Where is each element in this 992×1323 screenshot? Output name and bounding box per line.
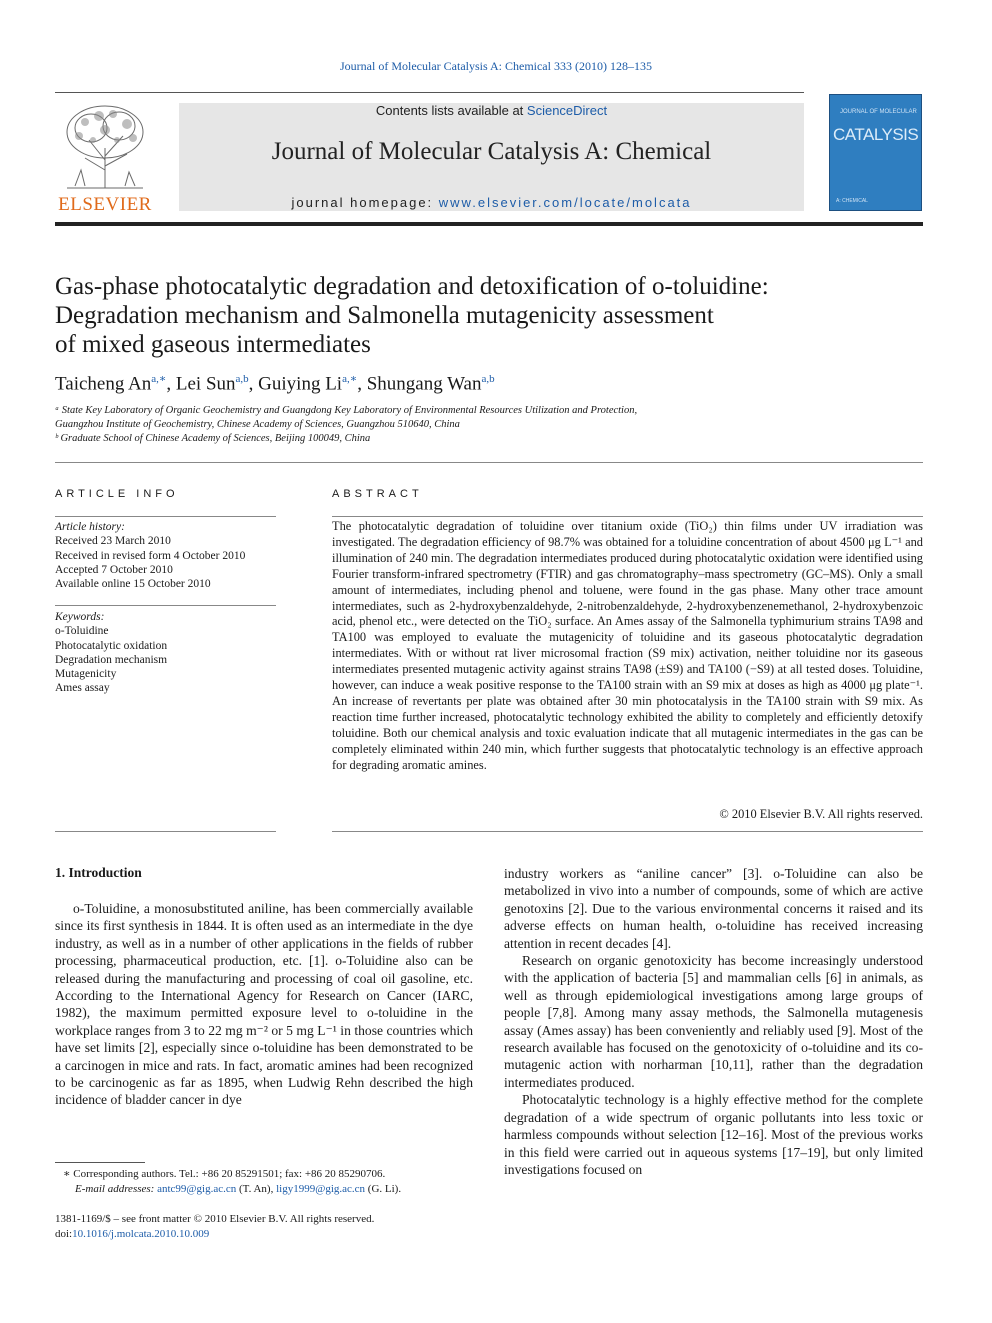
- author-list: Taicheng $An^{a,∗}$, Lei Sun$^{a,b}$, Guiying $Li^{a,∗}$, Shungang Wan$^{a,b}$: [55, 373, 495, 395]
- author-name: Shungang Wan: [366, 373, 482, 395]
- body-paragraph: Photocatalytic technology is a highly effective method for the complete degradation of a wide spectrum of organic pollutants into less toxic or harmless compounds without selection [12–16]. Most of the previous works in this field were carried out in aqueous systems [17–19], but only limited investigations focused on: [504, 1092, 923, 1177]
- history-heading: Article history:: [55, 521, 125, 533]
- abstract-top-rule: [332, 516, 923, 517]
- homepage-prefix: journal homepage:: [291, 195, 439, 210]
- keyword-item: o-Toluidine: [55, 625, 109, 638]
- author-affiliation-mark[interactable]: a,∗: [342, 373, 358, 385]
- author-name: Guiying Li: [258, 373, 343, 395]
- footnote-rule: [55, 1162, 145, 1163]
- history-item: Accepted 7 October 2010: [55, 563, 173, 576]
- contents-prefix: Contents lists available at: [375, 103, 527, 118]
- email-link-an[interactable]: antc99@gig.ac.cn: [157, 1183, 237, 1195]
- article-info-heading: ARTICLE INFO: [55, 488, 179, 500]
- affiliation-a-line-2: Guangzhou Institute of Geochemistry, Chinese Academy of Sciences, Guangzhou 510640, China: [55, 419, 460, 430]
- journal-citation[interactable]: Journal of Molecular Catalysis A: Chemical 333 (2010) 128–135: [340, 59, 652, 73]
- keywords-block: [55, 610, 276, 696]
- journal-cover-thumbnail[interactable]: [829, 94, 922, 211]
- body-left-column: [55, 900, 473, 1109]
- contents-line: [179, 103, 804, 118]
- affiliation-rule: [55, 462, 923, 463]
- journal-homepage: [179, 195, 804, 210]
- keyword-item: Ames assay: [55, 682, 110, 695]
- header-thick-rule: [55, 222, 923, 226]
- author-affiliation-mark[interactable]: a,b: [235, 373, 249, 385]
- email-owner-an: (T. An),: [236, 1183, 277, 1195]
- abstract-copyright: © 2010 Elsevier B.V. All rights reserved.: [719, 807, 923, 821]
- article-history: [55, 520, 276, 591]
- title-line-3: of mixed gaseous intermediates: [55, 331, 371, 358]
- keywords-rule: [55, 605, 276, 606]
- author-name: Lei Sun: [175, 373, 236, 395]
- history-item: Available online 15 October 2010: [55, 578, 211, 591]
- article-info-rule: [55, 516, 276, 517]
- keywords-heading: Keywords:: [55, 611, 105, 623]
- keyword-item: Mutagenicity: [55, 668, 117, 681]
- cover-catalysis-text: CATALYSIS: [833, 125, 919, 144]
- history-item: Received in revised form 4 October 2010: [55, 549, 246, 562]
- body-paragraph: Research on organic genotoxicity has become increasingly understood with the application of bacteria [5] and mammalian cells [6] in animals, as well as through epidemiological investigations among large groups of people [7,8]. Among many assay methods, the Salmonella mutagenesis assay (Ames assay) has been conveniently and reliably used [9]. Most of the research available has focused on the genotoxicity of o-toluidine and its co-mutagenic action with norharman [10,11], rather than the degradation intermediates produced.: [504, 953, 923, 1090]
- author-affiliation-mark[interactable]: a,b: [481, 373, 495, 385]
- section-heading-introduction: 1. Introduction: [55, 865, 142, 880]
- author-name: Taicheng An: [55, 373, 152, 395]
- journal-name: Journal of Molecular Catalysis A: Chemical: [271, 138, 712, 165]
- body-paragraph: o-Toluidine, a monosubstituted aniline, has been commercially available since its first synthesis in 1844. It is often used as an intermediate in the dye industry, as well as in a number of other applications in the fields of rubber processing, pharmaceutical production, etc. [1]. o-Toluidine also can be released during the manufacturing and processing of coal oil gasoline, etc. According to the International Agency for Research on Cancer (IARC, 1982), the maximum permitted exposure level to o-toluidine in the workplace ranges from 3 to 22 mg m⁻² or 5 mg L⁻¹ in those countries which have set limits [2], especially since o-toluidine has been demonstrated to be a carcinogen in mice and rats. In fact, aromatic amines had been recognized to be carcinogenic as far as 1895, when Ludwig Rehn described the high incidence of bladder cancer in dye: [55, 901, 473, 1108]
- affiliation-a-line-1: ᵃ State Key Laboratory of Organic Geochemistry and Guangdong Key Laboratory of Environmental Resources Utilization and Protection,: [55, 405, 638, 416]
- homepage-link[interactable]: www.elsevier.com/locate/molcata: [438, 195, 692, 210]
- abstract-heading: ABSTRACT: [332, 488, 423, 500]
- elsevier-wordmark: ELSEVIER: [58, 194, 152, 215]
- email-label: E-mail addresses:: [75, 1183, 158, 1195]
- header-rule: [55, 92, 804, 93]
- keyword-item: Photocatalytic oxidation: [55, 639, 168, 652]
- sciencedirect-link[interactable]: ScienceDirect: [526, 103, 608, 118]
- issn-line: 1381-1169/$ – see front matter © 2010 Elsevier B.V. All rights reserved.: [55, 1213, 375, 1225]
- email-addresses: [55, 1182, 493, 1197]
- email-owner-li: (G. Li).: [365, 1183, 402, 1195]
- article-info-bottom-rule: [55, 831, 276, 832]
- keyword-item: Degradation mechanism: [55, 653, 168, 666]
- author-affiliation-mark[interactable]: a,∗: [151, 373, 167, 385]
- body-right-column: [504, 865, 923, 1178]
- abstract-bottom-rule: [332, 831, 923, 832]
- doi-line: [55, 1227, 655, 1242]
- history-item: Received 23 March 2010: [55, 535, 171, 548]
- doi-link[interactable]: 10.1016/j.molcata.2010.10.009: [72, 1228, 210, 1240]
- doi-label: doi:: [55, 1228, 73, 1240]
- cover-sub-text: A: CHEMICAL: [836, 198, 868, 204]
- article-title: [55, 272, 915, 359]
- title-line-2: Degradation mechanism and Salmonella mutagenicity assessment: [55, 302, 714, 329]
- corresponding-author-note: ∗ Corresponding authors. Tel.: +86 20 85291501; fax: +86 20 85290706.: [63, 1168, 386, 1180]
- email-link-li[interactable]: ligy1999@gig.ac.cn: [276, 1183, 366, 1195]
- abstract-text: The photocatalytic degradation of toluidine over titanium oxide (TiO₂) thin films under UV irradiation was investigated. The degradation efficiency of 98.7% was obtained for a toluidine concentration of about 4500 μg L⁻¹ and illumination of 240 min. The degradation intermediates produced during photocatalytic oxidation were identified using Fourier transform-infrared spectrometry (FTIR) and gas chromatography–mass spectrometry (GC–MS). Only a small amount of intermediates, including phenol and toluene, were found in the gas phase. Many other trace amount intermediates, such as 2-hydroxybenzaldehyde, 2-nitrobenzaldehyde, 2-hydroxybenzenemethanol, 2-hydroxybenzoic acid, phenol etc., were detected on the TiO₂ surface. An Ames assay of the Salmonella typhimurium strains TA98 and TA100 was employed to evaluate the mutagenicity of toluidine and its gaseous photocatalytic degradation intermediates. With or without rat liver microsomal fraction (S9 mix) activation, neither toluidine nor its gaseous intermediates presented mutagenic activity against strains TA98 (±S9) and TA100 (−S9) at all tested doses. Toluidine, however, can induce a weak positive response to the TA100 strain with an S9 mix at doses as high as 4000 μg plate⁻¹. An increase of revertants per plate was obtained after 30 min photocatalysis in the TA100 strain with S9 mix. As reaction time further increased, photocatalytic technology exhibited the ability to completely and efficiently detoxify toluidine. Both our chemical analysis and toxic evaluation indicate that all mutagenic intermediates in the gas can be completely eliminated within 240 min, which further suggests that photocatalytic technology is an effective approach for degrading aromatic amines.: [332, 519, 923, 772]
- body-paragraph: industry workers as “aniline cancer” [3]. o-Toluidine can also be metabolized in vivo into a number of compounds, some of which are active genotoxins [2]. Due to the various environmental concerns it raised and its adverse effects on human health, o-toluidine has received increasing attention in recent decades [4].: [504, 866, 923, 951]
- cover-top-text: JOURNAL OF MOLECULAR: [840, 109, 917, 115]
- affiliation-b: ᵇ Graduate School of Chinese Academy of Sciences, Beijing 100049, China: [55, 433, 371, 444]
- title-line-1: Gas-phase photocatalytic degradation and detoxification of o-toluidine:: [55, 273, 769, 300]
